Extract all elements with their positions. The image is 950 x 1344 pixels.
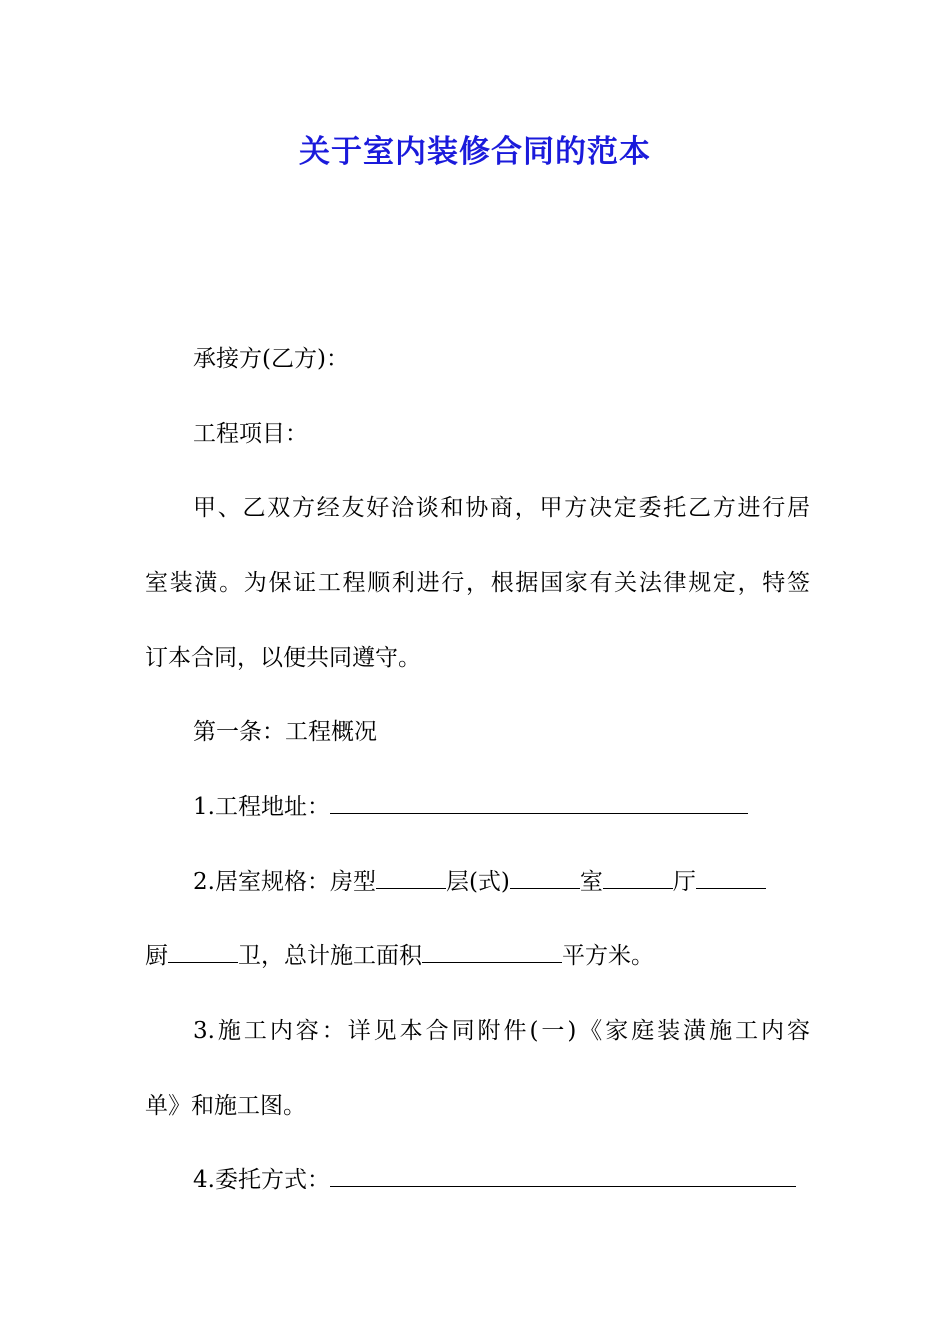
item4-label: 4.委托方式：: [193, 1167, 330, 1193]
item2b-unit: 平方米。: [562, 943, 654, 969]
item2b-line: [145, 940, 810, 972]
item2-hall: 厅: [672, 869, 696, 895]
kitchen-blank: [168, 940, 238, 963]
intro-line-3: 订本合同，以便共同遵守。: [145, 645, 421, 671]
floor-blank: [510, 866, 580, 889]
hall-blank: [696, 866, 766, 889]
entrust-blank: [330, 1164, 796, 1187]
intro-line-1: 甲、乙双方经友好洽谈和协商，甲方决定委托乙方进行居: [193, 495, 810, 521]
house-type-blank: [376, 866, 446, 889]
address-blank: [330, 791, 748, 814]
item2-floor: 层(式): [445, 869, 510, 895]
article1-heading: 第一条：工程概况: [193, 719, 377, 745]
item3-line-1: 3.施工内容：详见本合同附件(一)《家庭装潢施工内容: [193, 1018, 810, 1044]
item4-line: [193, 1164, 858, 1196]
document-title: 关于室内装修合同的范本: [299, 134, 651, 170]
room-blank: [603, 866, 673, 889]
item2-label: 2.居室规格：房型: [193, 869, 376, 895]
item3-line-2: 单》和施工图。: [145, 1093, 306, 1119]
item2b-kitchen: 厨: [145, 943, 168, 969]
project-line: 工程项目：: [193, 421, 308, 447]
item1-line: [193, 791, 858, 823]
item2-room: 室: [579, 869, 603, 895]
item1-label: 1.工程地址：: [193, 794, 330, 820]
item2b-bath: 卫，总计施工面积: [238, 943, 422, 969]
area-blank: [422, 940, 562, 963]
contractor-line: 承接方(乙方)：: [193, 346, 349, 372]
intro-line-2: 室装潢。为保证工程顺利进行，根据国家有关法律规定，特签: [145, 570, 810, 596]
item2-line: [193, 866, 858, 898]
